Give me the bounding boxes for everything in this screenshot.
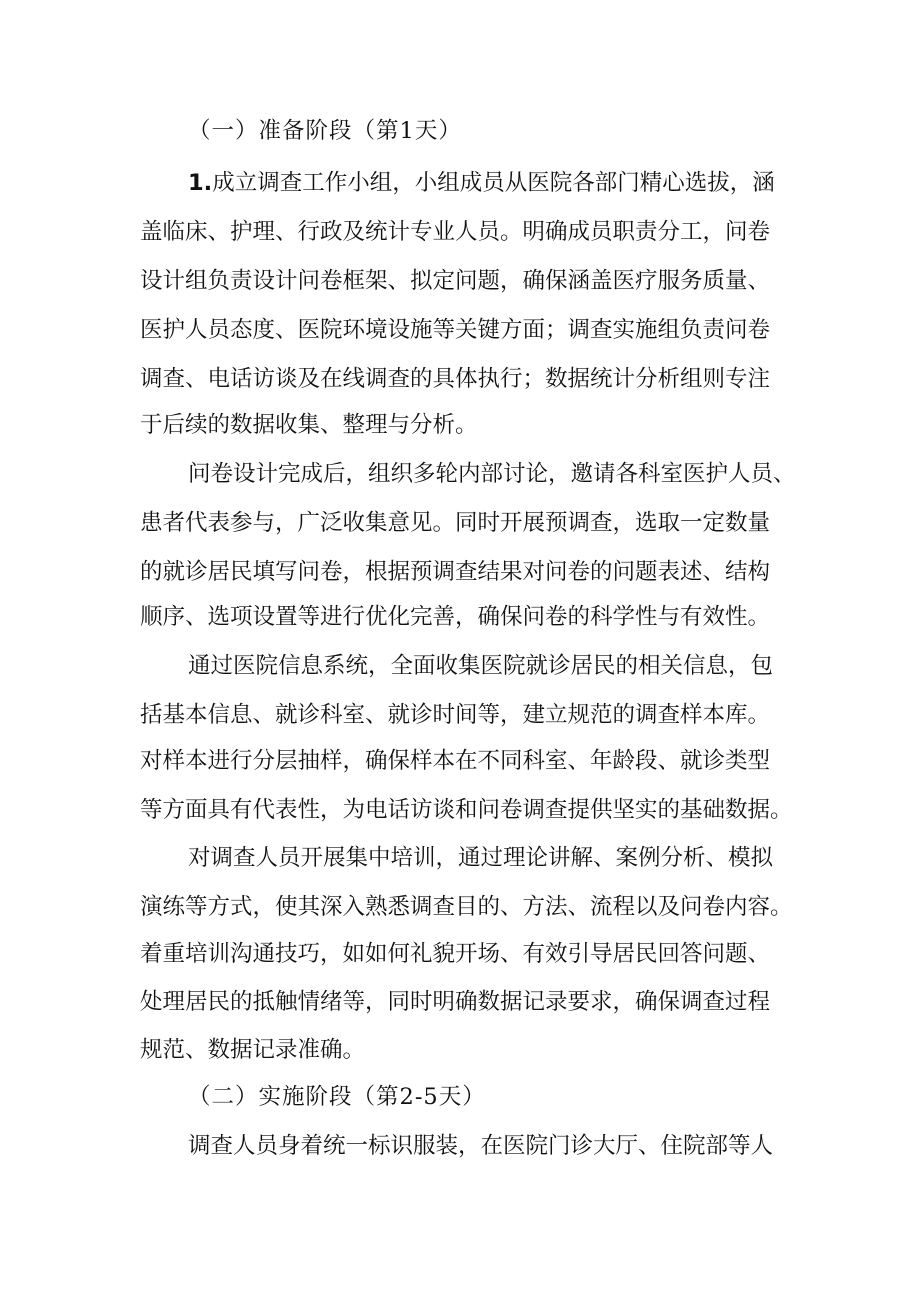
paragraph-1-line-6: 于后续的数据收集、整理与分析。: [140, 412, 478, 438]
paragraph-1-line-5: 调查、电话访谈及在线调查的具体执行；数据统计分析组则专注: [140, 366, 771, 392]
paragraph-4-line-4: 处理居民的抵触情绪等，同时明确数据记录要求，确保调查过程: [140, 989, 771, 1015]
paragraph-4-line-1: 对调查人员开展集中培训，通过理论讲解、案例分析、模拟: [188, 845, 774, 871]
paragraph-2-line-3: 的就诊居民填写问卷，根据预调查结果对问卷的问题表述、结构: [140, 559, 771, 585]
list-number: 1.: [188, 170, 213, 196]
paragraph-3-line-4: 等方面具有代表性，为电话访谈和问卷调查提供坚实的基础数据。: [140, 797, 793, 823]
paragraph-1-line-3: 设计组负责设计问卷框架、拟定问题，确保涵盖医疗服务质量、: [140, 268, 771, 294]
paragraph-1-line-1: [188, 168, 775, 198]
paragraph-text: 成立调查工作小组，小组成员从医院各部门精心选拔，涵: [212, 170, 775, 196]
paragraph-3-line-3: 对样本进行分层抽样，确保样本在不同科室、年龄段、就诊类型: [140, 748, 771, 774]
paragraph-2-line-1: 问卷设计完成后，组织多轮内部讨论，邀请各科室医护人员、: [188, 461, 796, 487]
paragraph-2-line-4: 顺序、选项设置等进行优化完善，确保问卷的科学性与有效性。: [140, 604, 771, 630]
paragraph-4-line-5: 规范、数据记录准确。: [140, 1037, 366, 1063]
paragraph-4-line-2: 演练等方式，使其深入熟悉调查目的、方法、流程以及问卷内容。: [140, 894, 793, 920]
paragraph-4-line-3: 着重培训沟通技巧，如如何礼貌开场、有效引导居民回答问题、: [140, 941, 771, 967]
paragraph-5-line-1: 调查人员身着统一标识服装，在医院门诊大厅、住院部等人: [188, 1133, 774, 1159]
paragraph-1-line-2: 盖临床、护理、行政及统计专业人员。明确成员职责分工，问卷: [140, 219, 771, 245]
paragraph-3-line-2: 括基本信息、就诊科室、就诊时间等，建立规范的调查样本库。: [140, 702, 771, 728]
section-heading-implementation: （二）实施阶段（第2-5天）: [188, 1084, 486, 1110]
paragraph-3-line-1: 通过医院信息系统，全面收集医院就诊居民的相关信息，包: [188, 653, 774, 679]
paragraph-2-line-2: 患者代表参与，广泛收集意见。同时开展预调查，选取一定数量: [140, 510, 771, 536]
section-heading-preparation: （一）准备阶段（第1天）: [188, 118, 462, 144]
paragraph-1-line-4: 医护人员态度、医院环境设施等关键方面；调查实施组负责问卷: [140, 317, 771, 343]
